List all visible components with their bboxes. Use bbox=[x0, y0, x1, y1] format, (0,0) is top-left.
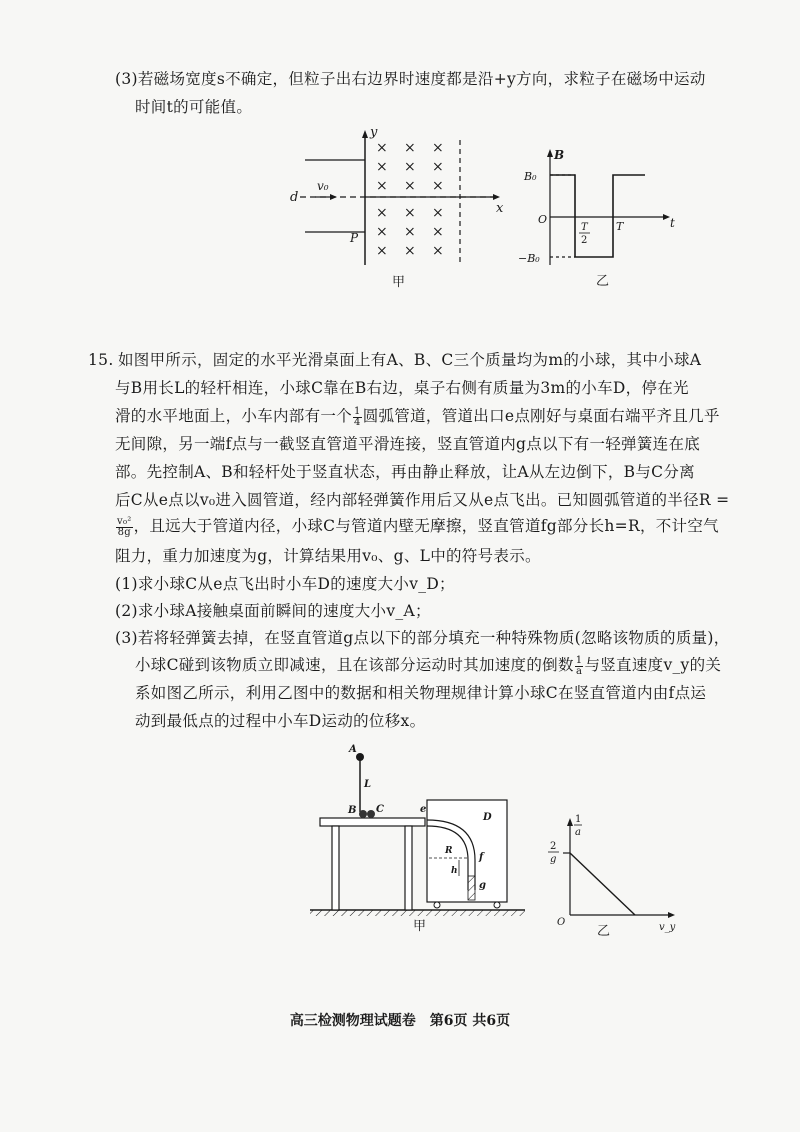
cross-mark: × bbox=[376, 159, 388, 175]
radius-fraction: $\frac{\text{v₀²}}{8g}$ bbox=[117, 515, 132, 538]
q15-line2: 与B用长L的轻杆相连，小球C靠在B右边，桌子右侧有质量为3m的小车D，停在光 bbox=[115, 379, 689, 397]
cross-mark: × bbox=[432, 178, 444, 194]
cross-mark: × bbox=[376, 178, 388, 194]
d-point-label: d bbox=[290, 190, 299, 205]
t-axis-label: t bbox=[670, 216, 675, 230]
quarter-fraction: $\frac{1}{4}$ bbox=[354, 405, 361, 428]
fig2-caption: 乙 bbox=[596, 274, 610, 289]
ball-c bbox=[367, 810, 375, 818]
fig4-caption: 乙 bbox=[597, 924, 611, 939]
label-b: B bbox=[348, 805, 357, 816]
magnetic-field-figure bbox=[280, 120, 520, 290]
ball-b bbox=[359, 810, 367, 818]
fig1-caption: 甲 bbox=[392, 275, 406, 290]
label-g: g bbox=[479, 880, 486, 891]
cross-mark: × bbox=[376, 140, 388, 156]
q15-line8: 阻力，重力加速度为g，计算结果用v₀、g、L中的符号表示。 bbox=[115, 547, 541, 565]
q15-line3-b: 圆弧管道，管道出口e点刚好与桌面右端平齐且几乎 bbox=[362, 407, 720, 425]
q15-number: 15. bbox=[88, 351, 114, 369]
cross-mark: × bbox=[404, 178, 416, 194]
half-t-num: T bbox=[581, 222, 588, 233]
graph-line bbox=[570, 853, 635, 915]
label-f: f bbox=[479, 852, 484, 863]
ball-a bbox=[356, 753, 364, 761]
q14-part3-line2: 时间t的可能值。 bbox=[135, 98, 253, 116]
q15-line4: 无间隙，另一端f点与一截竖直管道平滑连接，竖直管道内g点以下有一轻弹簧连在底 bbox=[115, 435, 701, 453]
q15-line5: 部。先控制A、B和轻杆处于竖直状态，再由静止释放，让A从左边倒下，B与C分离 bbox=[115, 463, 695, 481]
label-d: D bbox=[483, 812, 492, 823]
inverse-a-graph bbox=[545, 810, 685, 940]
vy-axis-label: v_y bbox=[659, 922, 676, 933]
neg-b0-label: −B₀ bbox=[518, 252, 540, 265]
table-cart-figure bbox=[305, 740, 535, 935]
label-a: A bbox=[349, 744, 357, 755]
page-footer: 高三检测物理试题卷 第6页 共6页 bbox=[289, 1013, 511, 1029]
cross-mark: × bbox=[376, 224, 388, 240]
cross-mark: × bbox=[404, 140, 416, 156]
spring bbox=[468, 876, 475, 900]
table-top bbox=[320, 818, 425, 826]
b0-label: B₀ bbox=[524, 170, 537, 183]
cross-mark: × bbox=[432, 140, 444, 156]
table-leg bbox=[332, 826, 339, 910]
q15-line7 bbox=[115, 515, 719, 538]
q15-line7-text: ，且远大于管道内径，小球C与管道内壁无摩擦，竖直管道fg部分长h=R，不计空气 bbox=[133, 517, 719, 535]
cross-mark: × bbox=[404, 159, 416, 175]
cross-mark: × bbox=[432, 159, 444, 175]
cross-mark: × bbox=[432, 205, 444, 221]
cross-mark: × bbox=[432, 224, 444, 240]
q15-line3-a: 滑的水平地面上，小车内部有一个 bbox=[115, 407, 353, 425]
inverse-a-fraction: $\frac{1}{a}$ bbox=[575, 654, 583, 677]
label-h: h bbox=[451, 866, 458, 876]
field-cross-marks bbox=[376, 140, 444, 259]
b-axis-label: B bbox=[554, 148, 565, 162]
cross-mark: × bbox=[404, 205, 416, 221]
x-axis-label: x bbox=[496, 201, 504, 216]
y-axis-den: a bbox=[575, 827, 581, 838]
origin-o: O bbox=[557, 917, 566, 928]
table-leg bbox=[405, 826, 412, 910]
intercept-den: g bbox=[550, 854, 557, 865]
fig3-caption: 甲 bbox=[413, 919, 427, 934]
label-e: e bbox=[420, 804, 427, 815]
intercept-num: 2 bbox=[550, 841, 557, 852]
q15-part3: (3)若将轻弹簧去掉，在竖直管道g点以下的部分填充一种特殊物质(忽略该物质的质量)， bbox=[115, 629, 730, 647]
q15-part3-line2-b: 与竖直速度v_y的关 bbox=[584, 656, 722, 674]
label-l: L bbox=[364, 779, 372, 790]
v0-label: v₀ bbox=[317, 179, 329, 193]
q15-line6: 后C从e点以v₀进入圆管道，经内部轻弹簧作用后又从e点飞出。已知圆弧管道的半径R = bbox=[115, 491, 730, 509]
q15-part3-line2-a: 小球C碰到该物质立即减速，且在该部分运动时其加速度的倒数 bbox=[135, 656, 574, 674]
label-r: R bbox=[445, 846, 453, 856]
q15-part3-line2 bbox=[135, 654, 721, 677]
cross-mark: × bbox=[404, 243, 416, 259]
cross-mark: × bbox=[376, 243, 388, 259]
q15-part3-line3: 系如图乙所示，利用乙图中的数据和相关物理规律计算小球C在竖直管道内由f点运 bbox=[135, 684, 707, 702]
q15-part3-line4: 动到最低点的过程中小车D运动的位移x。 bbox=[135, 712, 426, 730]
half-t-den: 2 bbox=[581, 235, 588, 246]
q15-line3 bbox=[115, 405, 720, 428]
b-t-graph bbox=[510, 145, 680, 295]
y-axis-label: y bbox=[370, 125, 378, 140]
label-c: C bbox=[376, 804, 384, 815]
q14-part3-line1: (3)若磁场宽度s不确定，但粒子出右边界时速度都是沿+y方向，求粒子在磁场中运动 bbox=[115, 70, 706, 88]
cross-mark: × bbox=[432, 243, 444, 259]
q15-part1: (1)求小球C从e点飞出时小车D的速度大小v_D； bbox=[115, 575, 455, 593]
origin-label: O bbox=[538, 213, 548, 226]
p-point-label: P bbox=[350, 231, 359, 245]
period-t-label: T bbox=[616, 220, 624, 233]
q15-line1: 如图甲所示，固定的水平光滑桌面上有A、B、C三个质量均为m的小球，其中小球A bbox=[118, 351, 702, 369]
cross-mark: × bbox=[376, 205, 388, 221]
y-axis-num: 1 bbox=[575, 814, 582, 825]
cross-mark: × bbox=[404, 224, 416, 240]
q15-part2: (2)求小球A接触桌面前瞬间的速度大小v_A； bbox=[115, 602, 431, 620]
